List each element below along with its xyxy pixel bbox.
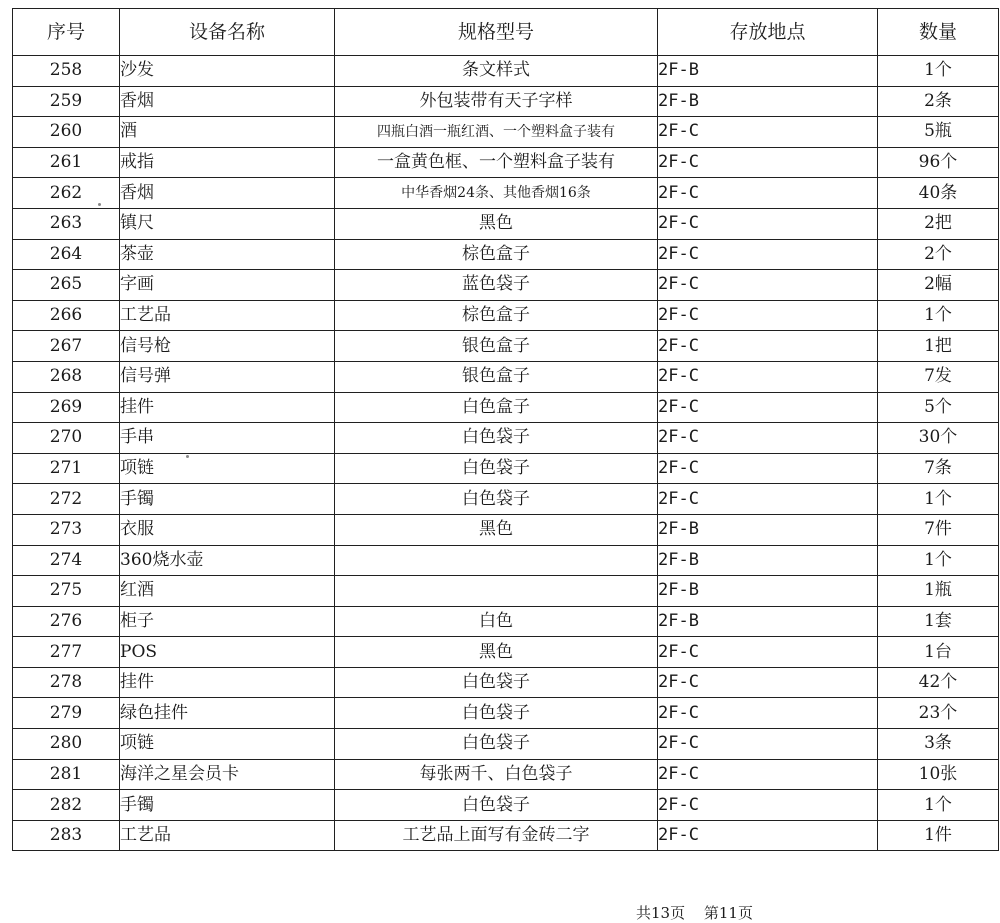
cell-specification: 四瓶白酒一瓶红酒、一个塑料盒子装有 [335, 117, 658, 148]
cell-storage-location: 2F-B [658, 576, 878, 607]
cell-serial-number: 274 [13, 545, 120, 576]
cell-serial-number: 263 [13, 208, 120, 239]
cell-equipment-name: 项链 [120, 729, 335, 760]
cell-equipment-name: 挂件 [120, 667, 335, 698]
cell-quantity: 1个 [878, 56, 999, 87]
total-pages: 共13页 [636, 904, 686, 922]
cell-quantity: 7条 [878, 453, 999, 484]
cell-specification: 白色袋子 [335, 667, 658, 698]
cell-storage-location: 2F-C [658, 117, 878, 148]
cell-equipment-name: 红酒 [120, 576, 335, 607]
cell-equipment-name: 衣服 [120, 514, 335, 545]
scan-speck [186, 455, 189, 458]
cell-equipment-name: 手镯 [120, 484, 335, 515]
table-row [13, 270, 999, 301]
cell-specification: 白色 [335, 606, 658, 637]
table-row [13, 56, 999, 87]
cell-serial-number: 266 [13, 300, 120, 331]
cell-quantity: 30个 [878, 423, 999, 454]
cell-equipment-name: 香烟 [120, 178, 335, 209]
table-row [13, 576, 999, 607]
cell-equipment-name: 镇尺 [120, 208, 335, 239]
cell-specification: 黑色 [335, 208, 658, 239]
cell-quantity: 7发 [878, 361, 999, 392]
table-row [13, 790, 999, 821]
cell-serial-number: 275 [13, 576, 120, 607]
cell-storage-location: 2F-C [658, 331, 878, 362]
cell-specification: 中华香烟24条、其他香烟16条 [335, 178, 658, 209]
cell-serial-number: 260 [13, 117, 120, 148]
cell-serial-number: 282 [13, 790, 120, 821]
cell-specification: 黑色 [335, 514, 658, 545]
cell-specification: 白色袋子 [335, 484, 658, 515]
cell-equipment-name: POS [120, 637, 335, 668]
cell-quantity: 96个 [878, 147, 999, 178]
cell-specification: 白色袋子 [335, 729, 658, 760]
cell-quantity: 3条 [878, 729, 999, 760]
cell-serial-number: 273 [13, 514, 120, 545]
cell-storage-location: 2F-C [658, 637, 878, 668]
table-row [13, 637, 999, 668]
cell-serial-number: 277 [13, 637, 120, 668]
cell-equipment-name: 字画 [120, 270, 335, 301]
cell-storage-location: 2F-C [658, 361, 878, 392]
cell-quantity: 5瓶 [878, 117, 999, 148]
cell-equipment-name: 手串 [120, 423, 335, 454]
cell-specification: 工艺品上面写有金砖二字 [335, 820, 658, 851]
cell-storage-location: 2F-C [658, 453, 878, 484]
cell-quantity: 10张 [878, 759, 999, 790]
cell-specification: 白色袋子 [335, 453, 658, 484]
table-row [13, 86, 999, 117]
cell-serial-number: 278 [13, 667, 120, 698]
cell-equipment-name: 戒指 [120, 147, 335, 178]
cell-equipment-name: 香烟 [120, 86, 335, 117]
table-row [13, 667, 999, 698]
cell-specification: 棕色盒子 [335, 239, 658, 270]
cell-quantity: 1个 [878, 790, 999, 821]
cell-serial-number: 280 [13, 729, 120, 760]
cell-specification: 白色盒子 [335, 392, 658, 423]
header-storage-location: 存放地点 [658, 9, 878, 56]
cell-serial-number: 270 [13, 423, 120, 454]
header-equipment-name: 设备名称 [120, 9, 335, 56]
cell-storage-location: 2F-B [658, 514, 878, 545]
cell-equipment-name: 项链 [120, 453, 335, 484]
cell-quantity: 23个 [878, 698, 999, 729]
cell-serial-number: 258 [13, 56, 120, 87]
cell-serial-number: 261 [13, 147, 120, 178]
table-row [13, 117, 999, 148]
cell-serial-number: 265 [13, 270, 120, 301]
cell-specification: 每张两千、白色袋子 [335, 759, 658, 790]
cell-equipment-name: 360烧水壶 [120, 545, 335, 576]
cell-serial-number: 259 [13, 86, 120, 117]
cell-storage-location: 2F-C [658, 698, 878, 729]
cell-equipment-name: 绿色挂件 [120, 698, 335, 729]
cell-storage-location: 2F-C [658, 147, 878, 178]
cell-storage-location: 2F-B [658, 56, 878, 87]
cell-storage-location: 2F-B [658, 545, 878, 576]
header-specification: 规格型号 [335, 9, 658, 56]
cell-serial-number: 272 [13, 484, 120, 515]
cell-specification [335, 576, 658, 607]
cell-storage-location: 2F-C [658, 820, 878, 851]
cell-equipment-name: 柜子 [120, 606, 335, 637]
cell-serial-number: 279 [13, 698, 120, 729]
cell-serial-number: 281 [13, 759, 120, 790]
table-row [13, 331, 999, 362]
cell-specification: 黑色 [335, 637, 658, 668]
cell-storage-location: 2F-C [658, 178, 878, 209]
cell-specification: 白色袋子 [335, 423, 658, 454]
cell-specification: 外包装带有天子字样 [335, 86, 658, 117]
cell-storage-location: 2F-C [658, 484, 878, 515]
cell-storage-location: 2F-B [658, 606, 878, 637]
cell-quantity: 2把 [878, 208, 999, 239]
header-quantity: 数量 [878, 9, 999, 56]
table-row [13, 759, 999, 790]
cell-storage-location: 2F-C [658, 239, 878, 270]
cell-quantity: 7件 [878, 514, 999, 545]
table-row [13, 606, 999, 637]
cell-serial-number: 283 [13, 820, 120, 851]
cell-specification [335, 545, 658, 576]
cell-equipment-name: 酒 [120, 117, 335, 148]
cell-serial-number: 264 [13, 239, 120, 270]
table-row [13, 392, 999, 423]
table-row [13, 208, 999, 239]
cell-equipment-name: 信号弹 [120, 361, 335, 392]
table-row [13, 453, 999, 484]
page-footer [636, 902, 767, 923]
scan-speck [98, 203, 101, 206]
cell-serial-number: 271 [13, 453, 120, 484]
cell-quantity: 1把 [878, 331, 999, 362]
cell-quantity: 1个 [878, 545, 999, 576]
cell-quantity: 1瓶 [878, 576, 999, 607]
cell-quantity: 5个 [878, 392, 999, 423]
cell-equipment-name: 工艺品 [120, 300, 335, 331]
table-row [13, 178, 999, 209]
cell-quantity: 1个 [878, 484, 999, 515]
cell-storage-location: 2F-C [658, 423, 878, 454]
table-body [13, 56, 999, 851]
equipment-inventory-table [12, 8, 999, 851]
current-page: 第11页 [703, 904, 753, 922]
table-row [13, 239, 999, 270]
table-row [13, 729, 999, 760]
cell-specification: 银色盒子 [335, 361, 658, 392]
cell-specification: 白色袋子 [335, 698, 658, 729]
cell-specification: 一盒黄色框、一个塑料盒子装有 [335, 147, 658, 178]
table-row [13, 423, 999, 454]
cell-quantity: 2条 [878, 86, 999, 117]
table-row [13, 545, 999, 576]
cell-serial-number: 268 [13, 361, 120, 392]
cell-serial-number: 262 [13, 178, 120, 209]
cell-specification: 蓝色袋子 [335, 270, 658, 301]
cell-quantity: 1个 [878, 300, 999, 331]
header-row [13, 9, 999, 56]
table-row [13, 514, 999, 545]
cell-equipment-name: 工艺品 [120, 820, 335, 851]
cell-equipment-name: 茶壶 [120, 239, 335, 270]
table-row [13, 361, 999, 392]
cell-specification: 银色盒子 [335, 331, 658, 362]
cell-equipment-name: 沙发 [120, 56, 335, 87]
cell-storage-location: 2F-C [658, 790, 878, 821]
cell-quantity: 42个 [878, 667, 999, 698]
cell-storage-location: 2F-C [658, 270, 878, 301]
cell-quantity: 2个 [878, 239, 999, 270]
cell-specification: 棕色盒子 [335, 300, 658, 331]
cell-serial-number: 269 [13, 392, 120, 423]
cell-storage-location: 2F-C [658, 667, 878, 698]
table-header [13, 9, 999, 56]
cell-equipment-name: 海洋之星会员卡 [120, 759, 335, 790]
cell-quantity: 1件 [878, 820, 999, 851]
cell-quantity: 1套 [878, 606, 999, 637]
table-row [13, 820, 999, 851]
cell-storage-location: 2F-C [658, 759, 878, 790]
cell-quantity: 2幅 [878, 270, 999, 301]
cell-storage-location: 2F-C [658, 392, 878, 423]
cell-storage-location: 2F-B [658, 86, 878, 117]
cell-serial-number: 267 [13, 331, 120, 362]
header-serial-number: 序号 [13, 9, 120, 56]
cell-equipment-name: 挂件 [120, 392, 335, 423]
cell-serial-number: 276 [13, 606, 120, 637]
table-row [13, 300, 999, 331]
cell-storage-location: 2F-C [658, 300, 878, 331]
table-row [13, 147, 999, 178]
cell-quantity: 1台 [878, 637, 999, 668]
cell-specification: 条文样式 [335, 56, 658, 87]
cell-specification: 白色袋子 [335, 790, 658, 821]
cell-storage-location: 2F-C [658, 729, 878, 760]
table-row [13, 484, 999, 515]
cell-equipment-name: 信号枪 [120, 331, 335, 362]
table-row [13, 698, 999, 729]
cell-storage-location: 2F-C [658, 208, 878, 239]
cell-quantity: 40条 [878, 178, 999, 209]
cell-equipment-name: 手镯 [120, 790, 335, 821]
